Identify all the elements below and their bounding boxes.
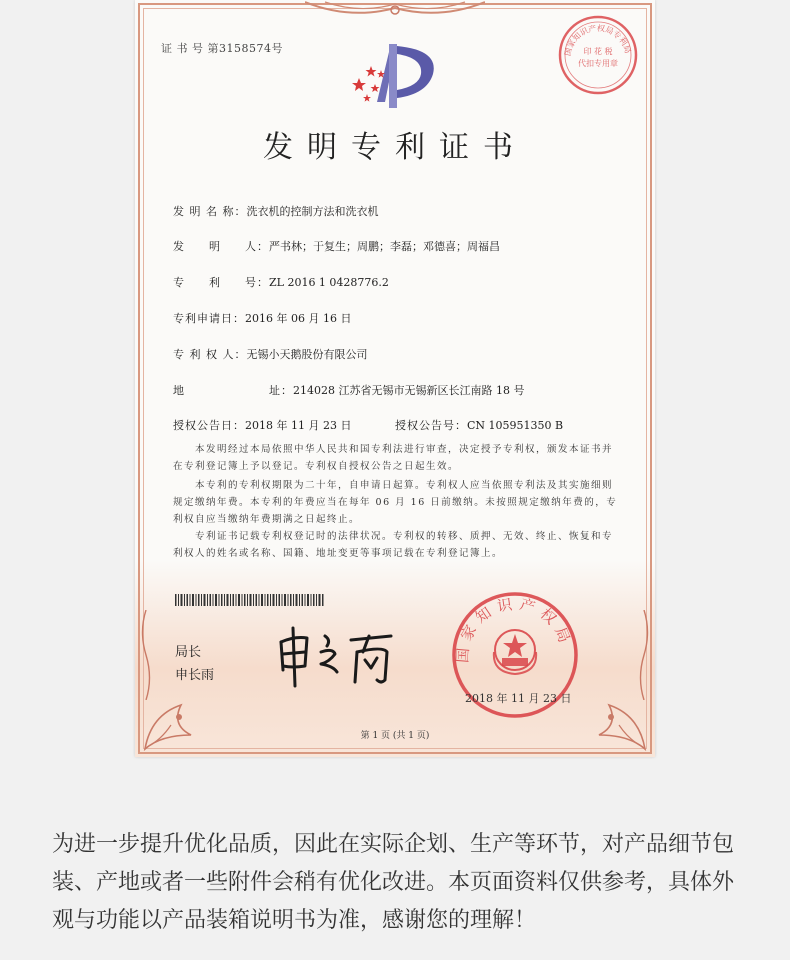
filing-date-label: 专利申请日： xyxy=(173,312,245,325)
invention-name-field xyxy=(173,203,379,219)
patent-number-label: 专 利 号： xyxy=(173,276,269,289)
invention-name-label: 发 明 名 称： xyxy=(173,205,247,218)
certificate-paragraph-3: 专利证书记载专利权登记时的法律状况。专利权的转移、质押、无效、终止、恢复和专利权人的姓名或名称、国籍、地址变更等事项记载在专利登记簿上。 xyxy=(173,531,614,559)
director-name: 申长雨 xyxy=(175,668,215,683)
inventor-label: 发 明 人： xyxy=(173,240,269,253)
grant-date-label: 授权公告日： xyxy=(173,419,245,432)
page-number-footer: 第 1 页 (共 1 页) xyxy=(360,731,430,741)
left-side-ornament-icon xyxy=(139,610,153,700)
grant-date-value: 2018 年 11 月 23 日 xyxy=(245,419,352,432)
svg-text:印 花 税: 印 花 税 xyxy=(583,47,613,56)
bottom-right-ornament-icon xyxy=(589,695,649,753)
small-seal-text: 国家知识产权局专利局 xyxy=(563,23,633,57)
director-signature-icon xyxy=(273,622,403,690)
patent-number-field xyxy=(173,274,389,290)
patent-certificate xyxy=(135,0,655,757)
certificate-paragraph-1: 本发明经过本局依照中华人民共和国专利法进行审查，决定授予专利权，颁发本证书并在专利登记簿上予以登记。专利权自授权公告之日起生效。 xyxy=(173,444,614,472)
address-value: 214028 江苏省无锡市无锡新区长江南路 18 号 xyxy=(293,384,525,397)
certificate-title: 发明专利证书 xyxy=(263,130,527,165)
grant-date-field xyxy=(173,417,351,433)
disclaimer-notice: 为进一步提升优化品质，因此在实际企划、生产等环节，对产品细节包装、产地或者一些附件会稍有优化改进。本页面资料仅供参考，具体外观与功能以产品装箱说明书为准，感谢您的理解！ xyxy=(52,832,735,933)
right-side-ornament-icon xyxy=(637,610,651,700)
filing-date-field xyxy=(173,310,351,326)
patentee-field xyxy=(173,346,368,362)
patent-office-emblem-icon xyxy=(347,42,442,112)
inventor-field xyxy=(173,238,500,254)
patentee-value: 无锡小天鹅股份有限公司 xyxy=(246,348,368,361)
seal-date: 2018 年 11 月 23 日 xyxy=(465,692,572,705)
bottom-left-ornament-icon xyxy=(141,695,201,753)
address-field xyxy=(173,382,524,398)
seal-text: 国家知识产权局 xyxy=(453,594,576,664)
patentee-label: 专 利 权 人： xyxy=(173,348,247,361)
inventor-value: 严书林；于复生；周鹏；李磊；邓德喜；周福昌 xyxy=(269,240,500,253)
svg-text:代扣专用章: 代扣专用章 xyxy=(578,59,618,68)
stamp-duty-seal-icon xyxy=(557,14,639,96)
certificate-paragraph-2: 本专利的专利权期限为二十年，自申请日起算。专利权人应当依照专利法及其实施细则规定缴纳年费。本专利的年费应当在每年 06 月 16 日前缴纳。未按照规定缴纳年费的，专利权自应当缴纳年费期满之日起终止。 xyxy=(173,480,618,525)
invention-name-value: 洗衣机的控制方法和洗衣机 xyxy=(246,205,379,218)
barcode-icon xyxy=(175,594,325,606)
filing-date-value: 2016 年 06 月 16 日 xyxy=(245,312,352,325)
top-ornament-icon xyxy=(305,0,485,20)
address-label: 地 址： xyxy=(173,384,293,397)
grant-number-value: CN 105951350 B xyxy=(467,419,564,432)
patent-number-value: ZL 2016 1 0428776.2 xyxy=(269,276,389,289)
director-title: 局长 xyxy=(175,645,202,660)
certificate-number: 证 书 号 第3158574号 xyxy=(161,42,283,55)
grant-number-field xyxy=(395,417,563,433)
grant-number-label: 授权公告号： xyxy=(395,419,467,432)
